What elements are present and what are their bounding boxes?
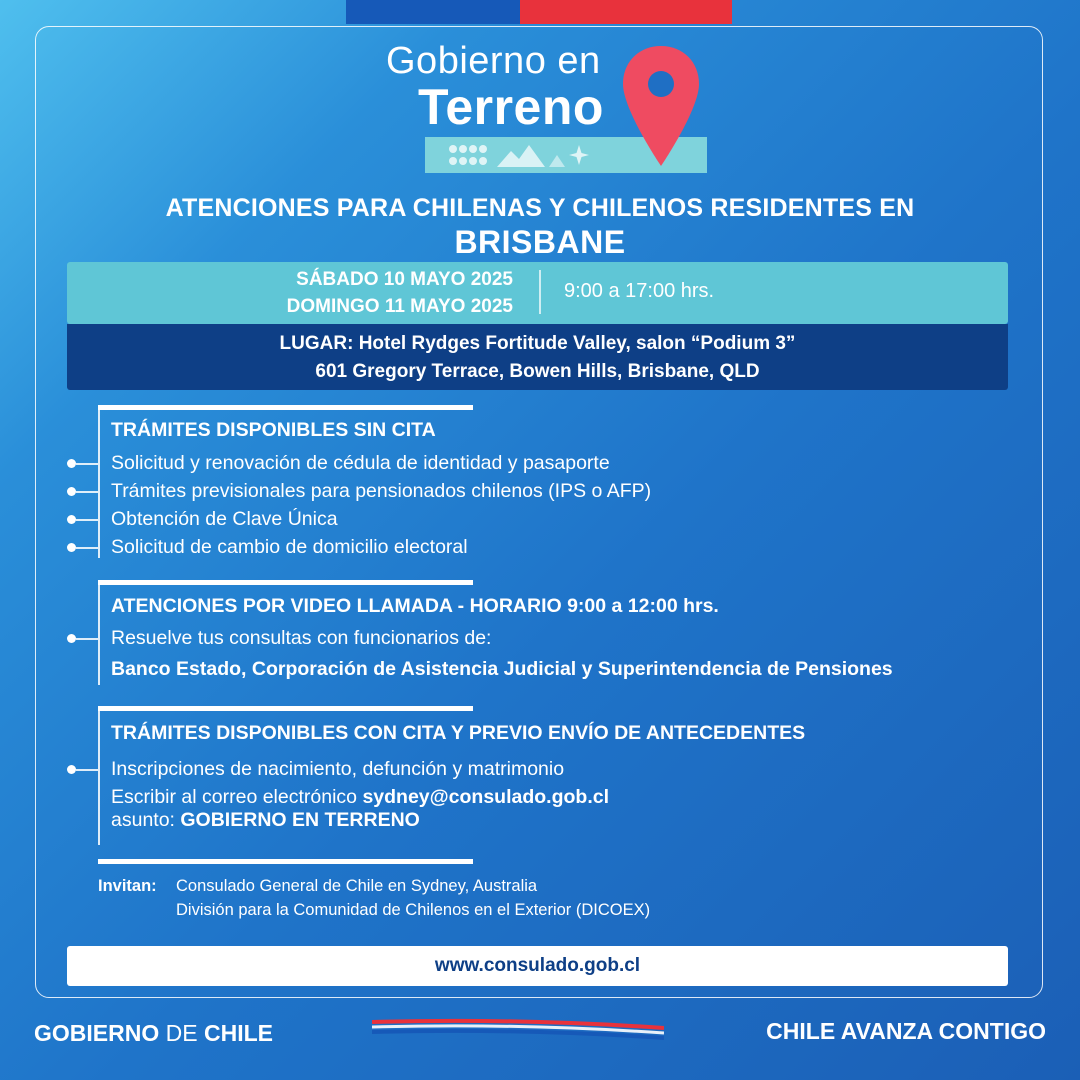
bullet-tick — [76, 519, 98, 521]
place-line1: LUGAR: Hotel Rydges Fortitude Valley, salon “Podium 3” — [279, 333, 796, 354]
list-item: Solicitud de cambio de domicilio electoral — [111, 536, 468, 558]
list-item: Obtención de Clave Única — [111, 508, 338, 530]
section-rule — [98, 859, 473, 864]
bullet-icon — [67, 765, 76, 774]
footer-gobierno-de-chile — [34, 1020, 273, 1047]
website-link[interactable]: www.consulado.gob.cl — [67, 946, 1008, 986]
email-address[interactable]: sydney@consulado.gob.cl — [362, 786, 609, 808]
logo-decoration-icon — [445, 139, 595, 171]
headline-city: BRISBANE — [454, 224, 626, 260]
section-rule — [98, 706, 473, 711]
bullet-icon — [67, 487, 76, 496]
email-instruction — [111, 786, 609, 809]
footer-left-word1: GOBIERNO — [34, 1020, 160, 1046]
subject-instruction — [111, 809, 420, 832]
section-vertical-line — [98, 585, 100, 685]
bullet-tick — [76, 547, 98, 549]
footer-swoosh-icon — [372, 1018, 664, 1040]
section3-title: TRÁMITES DISPONIBLES CON CITA Y PREVIO ENVÍO DE ANTECEDENTES — [111, 722, 806, 744]
email-prefix: Escribir al correo electrónico — [111, 786, 358, 808]
section-rule — [98, 405, 473, 410]
bullet-tick — [76, 463, 98, 465]
footer-left-word2: DE — [165, 1020, 198, 1046]
list-item: Trámites previsionales para pensionados chilenos (IPS o AFP) — [111, 480, 652, 502]
section-vertical-line — [98, 410, 100, 558]
bullet-icon — [67, 459, 76, 468]
subject-prefix: asunto: — [111, 809, 175, 831]
video-call-institutions: Banco Estado, Corporación de Asistencia Judicial y Superintendencia de Pensiones — [111, 658, 893, 680]
date-band — [67, 262, 1008, 324]
flag-stripe-blue — [346, 0, 520, 24]
appointment-item: Inscripciones de nacimiento, defunción y matrimonio — [111, 758, 565, 780]
list-item: Solicitud y renovación de cédula de identidad y pasaporte — [111, 452, 610, 474]
invite-label: Invitan: — [98, 877, 157, 895]
location-pin-icon — [620, 44, 702, 168]
logo-text-small: Gobierno en — [386, 40, 601, 82]
place-line2: 601 Gregory Terrace, Bowen Hills, Brisbane, QLD — [315, 361, 760, 382]
footer-left-word3: CHILE — [203, 1020, 273, 1046]
subject-value: GOBIERNO EN TERRENO — [180, 809, 420, 831]
video-call-intro: Resuelve tus consultas con funcionarios de: — [111, 627, 492, 649]
invite-line: Consulado General de Chile en Sydney, Australia — [176, 877, 538, 895]
place-band — [67, 324, 1008, 390]
bullet-icon — [67, 634, 76, 643]
bullet-tick — [76, 491, 98, 493]
dates — [287, 266, 513, 320]
logo-text-big: Terreno — [418, 79, 604, 135]
section1-title: TRÁMITES DISPONIBLES SIN CITA — [111, 419, 436, 441]
date-day1: SÁBADO 10 MAYO 2025 — [296, 269, 513, 290]
bullet-icon — [67, 515, 76, 524]
bullet-tick — [76, 769, 98, 771]
hours: 9:00 a 17:00 hrs. — [564, 280, 715, 302]
invite-line: División para la Comunidad de Chilenos en el Exterior (DICOEX) — [176, 901, 651, 919]
headline-line1: ATENCIONES PARA CHILENAS Y CHILENOS RESIDENTES EN — [165, 194, 915, 222]
flag-stripe-red — [520, 0, 732, 24]
footer-slogan: CHILE AVANZA CONTIGO — [766, 1018, 1046, 1044]
section2-title: ATENCIONES POR VIDEO LLAMADA - HORARIO 9:00 a 12:00 hrs. — [111, 595, 719, 617]
section-rule — [98, 580, 473, 585]
date-day2: DOMINGO 11 MAYO 2025 — [286, 296, 513, 317]
bullet-icon — [67, 543, 76, 552]
date-separator — [539, 270, 541, 314]
bullet-tick — [76, 638, 98, 640]
section-vertical-line — [98, 711, 100, 845]
